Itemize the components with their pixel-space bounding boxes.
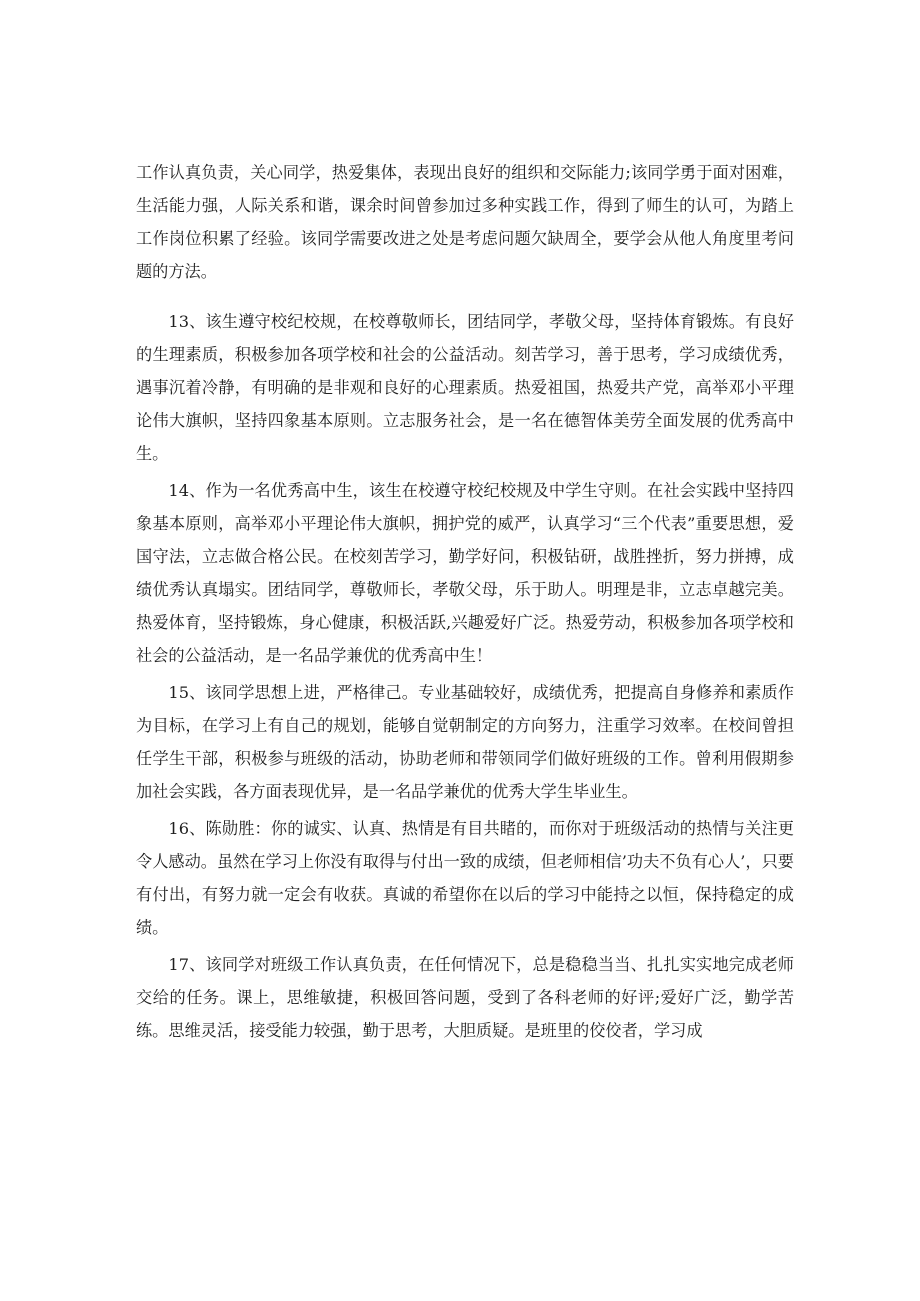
paragraph-continuation: 工作认真负责，关心同学，热爱集体，表现出良好的组织和交际能力;该同学勇于面对困难，生活能力强，人际关系和谐，课余时间曾参加过多种实践工作，得到了师生的认可，为踏上工作岗位积累了经验。该同学需要改进之处是考虑问题欠缺周全，要学会从他人角度里考问题的方法。 bbox=[136, 163, 794, 281]
document-body bbox=[136, 156, 794, 1047]
paragraph-16: 16、陈勋胜：你的诚实、认真、热情是有目共睹的，而你对于班级活动的热情与关注更令人感动。虽然在学习上你没有取得与付出一致的成绩，但老师相信’功夫不负有心人’，只要有付出，有努力就一定会有收获。真诚的希望你在以后的学习中能持之以恒，保持稳定的成绩。 bbox=[136, 819, 794, 937]
paragraph-14: 14、作为一名优秀高中生，该生在校遵守校纪校规及中学生守则。在社会实践中坚持四象基本原则，高举邓小平理论伟大旗帜，拥护党的威严，认真学习“三个代表”重要思想，爱国守法，立志做合格公民。在校刻苦学习，勤学好问，积极钻研，战胜挫折，努力拼搏，成绩优秀认真塌实。团结同学，尊敬师长，孝敬父母，乐于助人。明理是非，立志卓越完美。热爱体育，坚持锻炼，身心健康，积极活跃,兴趣爱好广泛。热爱劳动，积极参加各项学校和社会的公益活动，是一名品学兼优的优秀高中生！ bbox=[136, 481, 794, 665]
paragraph-17: 17、该同学对班级工作认真负责，在任何情况下，总是稳稳当当、扎扎实实地完成老师交给的任务。课上，思维敏捷，积极回答问题，受到了各科老师的好评;爱好广泛，勤学苦练。思维灵活，接受能力较强，勤于思考，大胆质疑。是班里的佼佼者，学习成 bbox=[136, 955, 794, 1040]
paragraph-15: 15、该同学思想上进，严格律己。专业基础较好，成绩优秀，把提高自身修养和素质作为目标，在学习上有自己的规划，能够自觉朝制定的方向努力，注重学习效率。在校间曾担任学生干部，积极参与班级的活动，协助老师和带领同学们做好班级的工作。曾利用假期参加社会实践，各方面表现优异，是一名品学兼优的优秀大学生毕业生。 bbox=[136, 683, 794, 801]
paragraph-13: 13、该生遵守校纪校规，在校尊敬师长，团结同学，孝敬父母，坚持体育锻炼。有良好的生理素质，积极参加各项学校和社会的公益活动。刻苦学习，善于思考，学习成绩优秀，遇事沉着冷静，有明确的是非观和良好的心理素质。热爱祖国，热爱共产党，高举邓小平理论伟大旗帜，坚持四象基本原则。立志服务社会，是一名在德智体美劳全面发展的优秀高中生。 bbox=[136, 312, 794, 463]
